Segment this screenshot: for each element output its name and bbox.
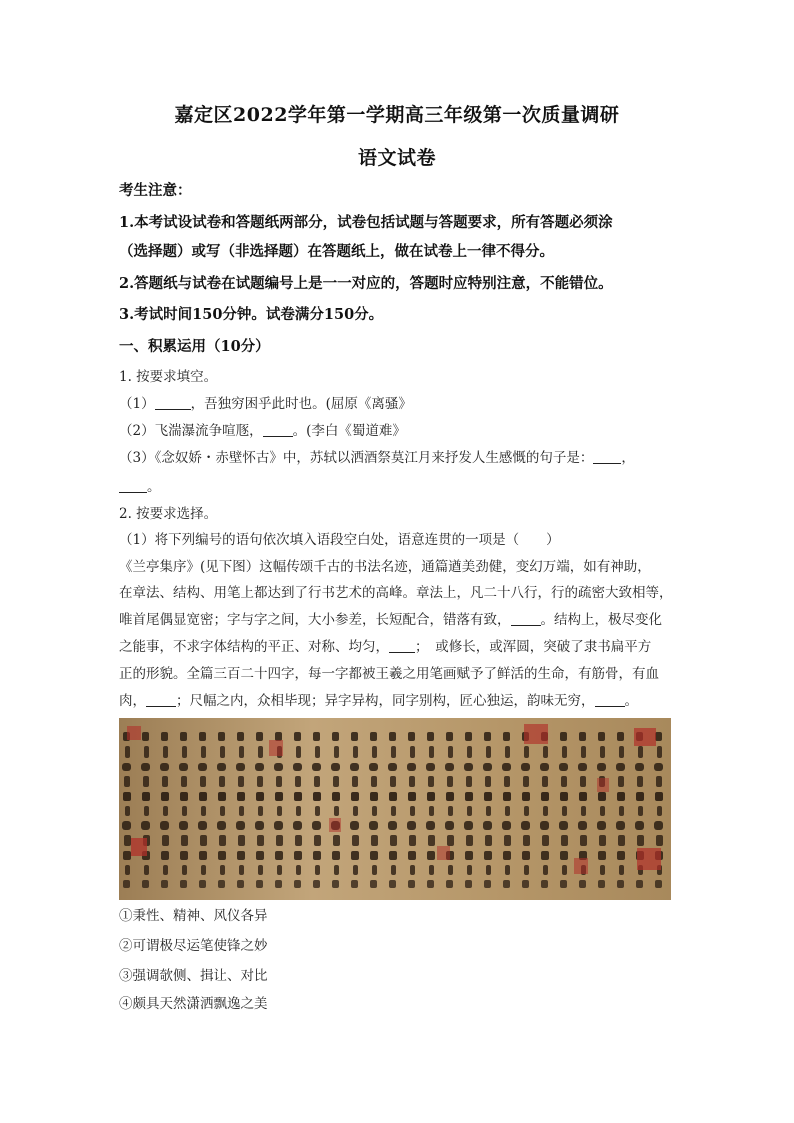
answer-blank[interactable] — [155, 395, 191, 410]
passage-text: 唯首尾偶显宽密；字与字之间，大小参差，长短配合，错落有致， — [119, 612, 511, 628]
passage-text: 肉， — [119, 693, 146, 709]
section-1-heading: 一、积累运用（10分） — [119, 338, 270, 355]
part-3-comma: ， — [621, 450, 635, 466]
page-title: 嘉定区2022学年第一学期高三年级第一次质量调研 — [174, 104, 620, 126]
question-2-stem: 2. 按要求选择。 — [119, 506, 218, 522]
part-1-number: （1） — [119, 396, 155, 412]
option-4: ④颇具天然潇洒飘逸之美 — [119, 996, 268, 1012]
passage-line-5: 正的形貌。全篇三百二十四字，每一字都被王羲之用笔画赋予了鲜活的生命，有筋骨，有血 — [119, 666, 659, 682]
question-1-part-3-continued — [119, 477, 161, 497]
question-1-part-3 — [119, 448, 635, 468]
answer-blank[interactable] — [593, 449, 621, 464]
passage-text: ； 或修长，或浑圆，突破了隶书扁平方 — [415, 639, 652, 655]
option-3: ③强调欹侧、揖让、对比 — [119, 968, 268, 984]
calligraphy-scroll-graphic — [119, 718, 671, 900]
passage-line-1: 《兰亭集序》(见下图）这幅传颂千古的书法名迹，通篇遒美劲健，变幻万端，如有神助， — [119, 559, 651, 575]
notice-heading: 考生注意： — [119, 182, 192, 199]
passage-text: ；尺幅之内，众相毕现；异字异构，同字别构，匠心独运，韵味无穷， — [176, 693, 595, 709]
page-subtitle: 语文试卷 — [357, 147, 436, 169]
notice-item-1-line-2: （选择题）或写（非选择题）在答题纸上，做在试卷上一律不得分。 — [119, 243, 554, 260]
option-1: ①秉性、精神、风仪各异 — [119, 908, 268, 924]
passage-blank[interactable] — [146, 692, 176, 707]
part-1-text: ，吾独穷困乎此时也。(屈原《离骚》 — [190, 396, 412, 412]
passage-text: 。 — [624, 693, 638, 709]
passage-blank[interactable] — [595, 692, 625, 707]
question-1-stem: 1. 按要求填空。 — [119, 369, 218, 385]
passage-line-6 — [119, 691, 638, 711]
passage-line-2: 在章法、结构、用笔上都达到了行书艺术的高峰。章法上，凡二十八行，行的疏密大致相等， — [119, 585, 673, 601]
passage-line-3 — [119, 610, 662, 630]
notice-item-1-line-1: 1.本考试设试卷和答题纸两部分，试卷包括试题与答题要求，所有答题必须涂 — [119, 214, 613, 231]
passage-text: 之能事，不求字体结构的平正、对称、均匀， — [119, 639, 389, 655]
notice-item-2: 2.答题纸与试卷在试题编号上是一一对应的，答题时应特别注意，不能错位。 — [119, 275, 613, 292]
notice-item-3: 3.考试时间150分钟。试卷满分150分。 — [119, 306, 384, 323]
part-3-end: 。 — [147, 479, 161, 495]
lanting-calligraphy-image — [119, 718, 671, 900]
part-3-text: （3）《念奴娇・赤壁怀古》中，苏轼以洒酒祭莫江月来抒发人生感慨的句子是： — [119, 450, 594, 466]
part-2-text: （2）飞湍瀑流争喧豗， — [119, 423, 263, 439]
question-1-part-1 — [119, 394, 412, 414]
passage-blank[interactable] — [511, 611, 541, 626]
question-2-sub-1: （1）将下列编号的语句依次填入语段空白处，语意连贯的一项是（ ） — [119, 532, 560, 548]
option-2: ②可谓极尽运笔使锋之妙 — [119, 938, 268, 954]
passage-line-4 — [119, 637, 651, 657]
answer-blank[interactable] — [119, 478, 147, 493]
passage-blank[interactable] — [389, 638, 415, 653]
passage-text: 。结构上，极尽变化 — [540, 612, 662, 628]
part-2-tail: 。(李白《蜀道难》 — [292, 423, 406, 439]
question-1-part-2 — [119, 421, 406, 441]
answer-blank[interactable] — [263, 422, 293, 437]
